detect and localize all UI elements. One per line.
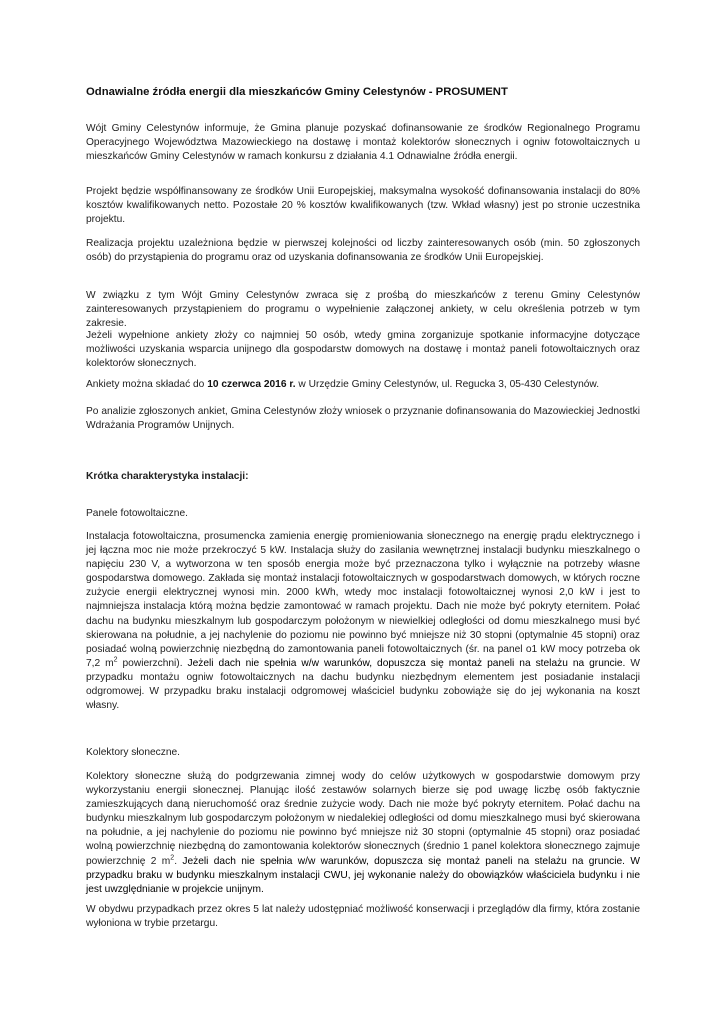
- pv-ground-note: W przypadku montażu ogniw fotowoltaicznych na dachu budynku niezbędnym elementem jest posiadanie instalacji odgromowej. W przypadku braku instalacji odgromowej właściciel budynku zobowiąże się do jej wykonania na koszt własny.: [86, 657, 640, 712]
- deadline-date: 10 czerwca 2016 r.: [207, 379, 296, 390]
- characteristics-heading: Krótka charakterystyka instalacji:: [86, 471, 249, 482]
- collectors-sup: 2: [170, 854, 175, 862]
- realization-paragraph: Realizacja projektu uzależniona będzie w pierwszej kolejności od liczby zainteresowanych osób (min. 50 zgłoszonych osób) do przystąpienia do programu oraz od uzyskania dofinansowania ze środków Unii Europejskiej.: [86, 238, 640, 264]
- maintenance-paragraph: W obydwu przypadkach przez okres 5 lat należy udostępniać możliwość konserwacji i przeglądów dla firmy, która zostanie wyłoniona w trybie przetargu.: [86, 904, 640, 930]
- pv-tail: powierzchni).: [117, 657, 183, 669]
- collectors-heading: Kolektory słoneczne.: [86, 747, 181, 758]
- collectors-body: Kolektory słoneczne służą do podgrzewania zimnej wody do celów użytkowych w gospodarstwie domowym przy wykorzystaniu energii słonecznej. Planując ilość zestawów solarnych bierze się pod uwagę liczbę osób faktycznie zamieszkujących daną nieruchomość oraz średnie zużycie wody. Dach nie może być pokryty eternitem. Połać dachu na budynku mieszkalnym lub gospodarczym położonym w niedalekiej odległości od domu mieszkalnego musi być skierowana na południe, a jej nachylenie do poziomu nie powinno być mniejsze niż 30 stopni (optymalnie 45 stopni) oraz posiadać wolną powierzchnię niezbędną do zamontowania kolektorów słonecznych (średnio 1 panel kolektora słonecznego zajmuje powierzchnię 2 m: [86, 771, 640, 867]
- deadline-before: Ankiety można składać do: [86, 379, 208, 390]
- collectors-roof-note: Jeżeli dach nie spełnia w/w warunków, dopuszcza się montaż paneli na stelażu na gruncie.: [182, 855, 626, 867]
- collectors-paragraph: [86, 770, 640, 897]
- appeal-paragraph: W związku z tym Wójt Gminy Celestynów zwraca się z prośbą do mieszkańców z terenu Gminy Celestynów zainteresowanych przystąpieniem do programu o wypełnienie załączonej ankiety, w celu określenia potrzeb w tym zakresie.: [86, 290, 640, 330]
- after-analysis-paragraph: Po analizie zgłoszonych ankiet, Gmina Celestynów złoży wniosek o przyznanie dofinansowania do Mazowieckiej Jednostki Wdrażania Programów Unijnych.: [86, 406, 640, 432]
- pv-paragraph: [86, 530, 640, 713]
- deadline-paragraph: [86, 378, 640, 392]
- document-title: Odnawialne źródła energii dla mieszkańców Gminy Celestynów - PROSUMENT: [86, 86, 508, 98]
- cofinancing-paragraph: Projekt będzie współfinansowany ze środków Unii Europejskiej, maksymalna wysokość dofinansowania instalacji do 80% kosztów kwalifikowanych netto. Pozostałe 20 % kosztów kwalifikowanych (tzw. Wkład własny) jest po stronie uczestnika projektu.: [86, 186, 640, 226]
- collectors-tail: .: [174, 855, 183, 867]
- pv-heading: Panele fotowoltaiczne.: [86, 508, 188, 519]
- meeting-paragraph: Jeżeli wypełnione ankiety złoży co najmniej 50 osób, wtedy gmina zorganizuje spotkanie informacyjne dotyczące możliwości uzyskania wsparcia unijnego dla gospodarstw domowych na dostawę i montaż paneli fotowoltaicznych oraz kolektorów słonecznych.: [86, 330, 640, 370]
- intro-paragraph: Wójt Gminy Celestynów informuje, że Gmina planuje pozyskać dofinansowanie ze środków Regionalnego Programu Operacyjnego Województwa Mazowieckiego na dostawę i montaż kolektorów słonecznych i ogniw fotowoltaicznych u mieszkańców Gminy Celestynów w ramach konkursu z działania 4.1 Odnawialne źródła energii.: [86, 123, 640, 163]
- deadline-after: w Urzędzie Gminy Celestynów, ul. Regucka 3, 05-430 Celestynów.: [295, 379, 600, 390]
- pv-body: Instalacja fotowoltaiczna, prosumencka zamienia energię promieniowania słonecznego na energię prądu elektrycznego i jej łączna moc nie może przekroczyć 5 kW. Instalacja służy do zasilania wewnętrznej instalacji budynku mieszkalnego o napięciu 230 V, a wytworzona w ten sposób energia może być przeznaczona tylko i wyłącznie na potrzeby własne gospodarstwa domowego. Zakłada się montaż instalacji fotowoltaicznych w gospodarstwach domowych, w których roczne zużycie energii elektrycznej wynosi min. 2000 kWh, wtedy moc instalacji fotowoltaicznej wynosi 2,0 kW i jest to najmniejsza instalacja którą można będzie zamontować w ramach projektu. Dach nie może być pokryty eternitem. Połać dachu na budynku mieszkalnym lub gospodarczym położonym w niewielkiej odległości od domu mieszkalnego musi być skierowana na południe, a jej nachylenie do poziomu nie powinno być mniejsze niż 30 stopni (optymalnie 45 stopni) oraz posiadać wolną powierzchnię niezbędną do zamontowania paneli fotowoltaicznych (śr. na panel o1 kW mocy potrzeba ok 7,2 m: [86, 531, 640, 669]
- collectors-cwu-note: W przypadku braku w budynku mieszkalnym instalacji CWU, jej wykonanie należy do obowiązków właściciela budynku i nie jest uwzględnianie w projekcie unijnym.: [86, 855, 640, 895]
- pv-roof-note: Jeżeli dach nie spełnia w/w warunków, dopuszcza się montaż paneli na stelażu na gruncie.: [187, 657, 626, 669]
- pv-sup: 2: [113, 656, 118, 664]
